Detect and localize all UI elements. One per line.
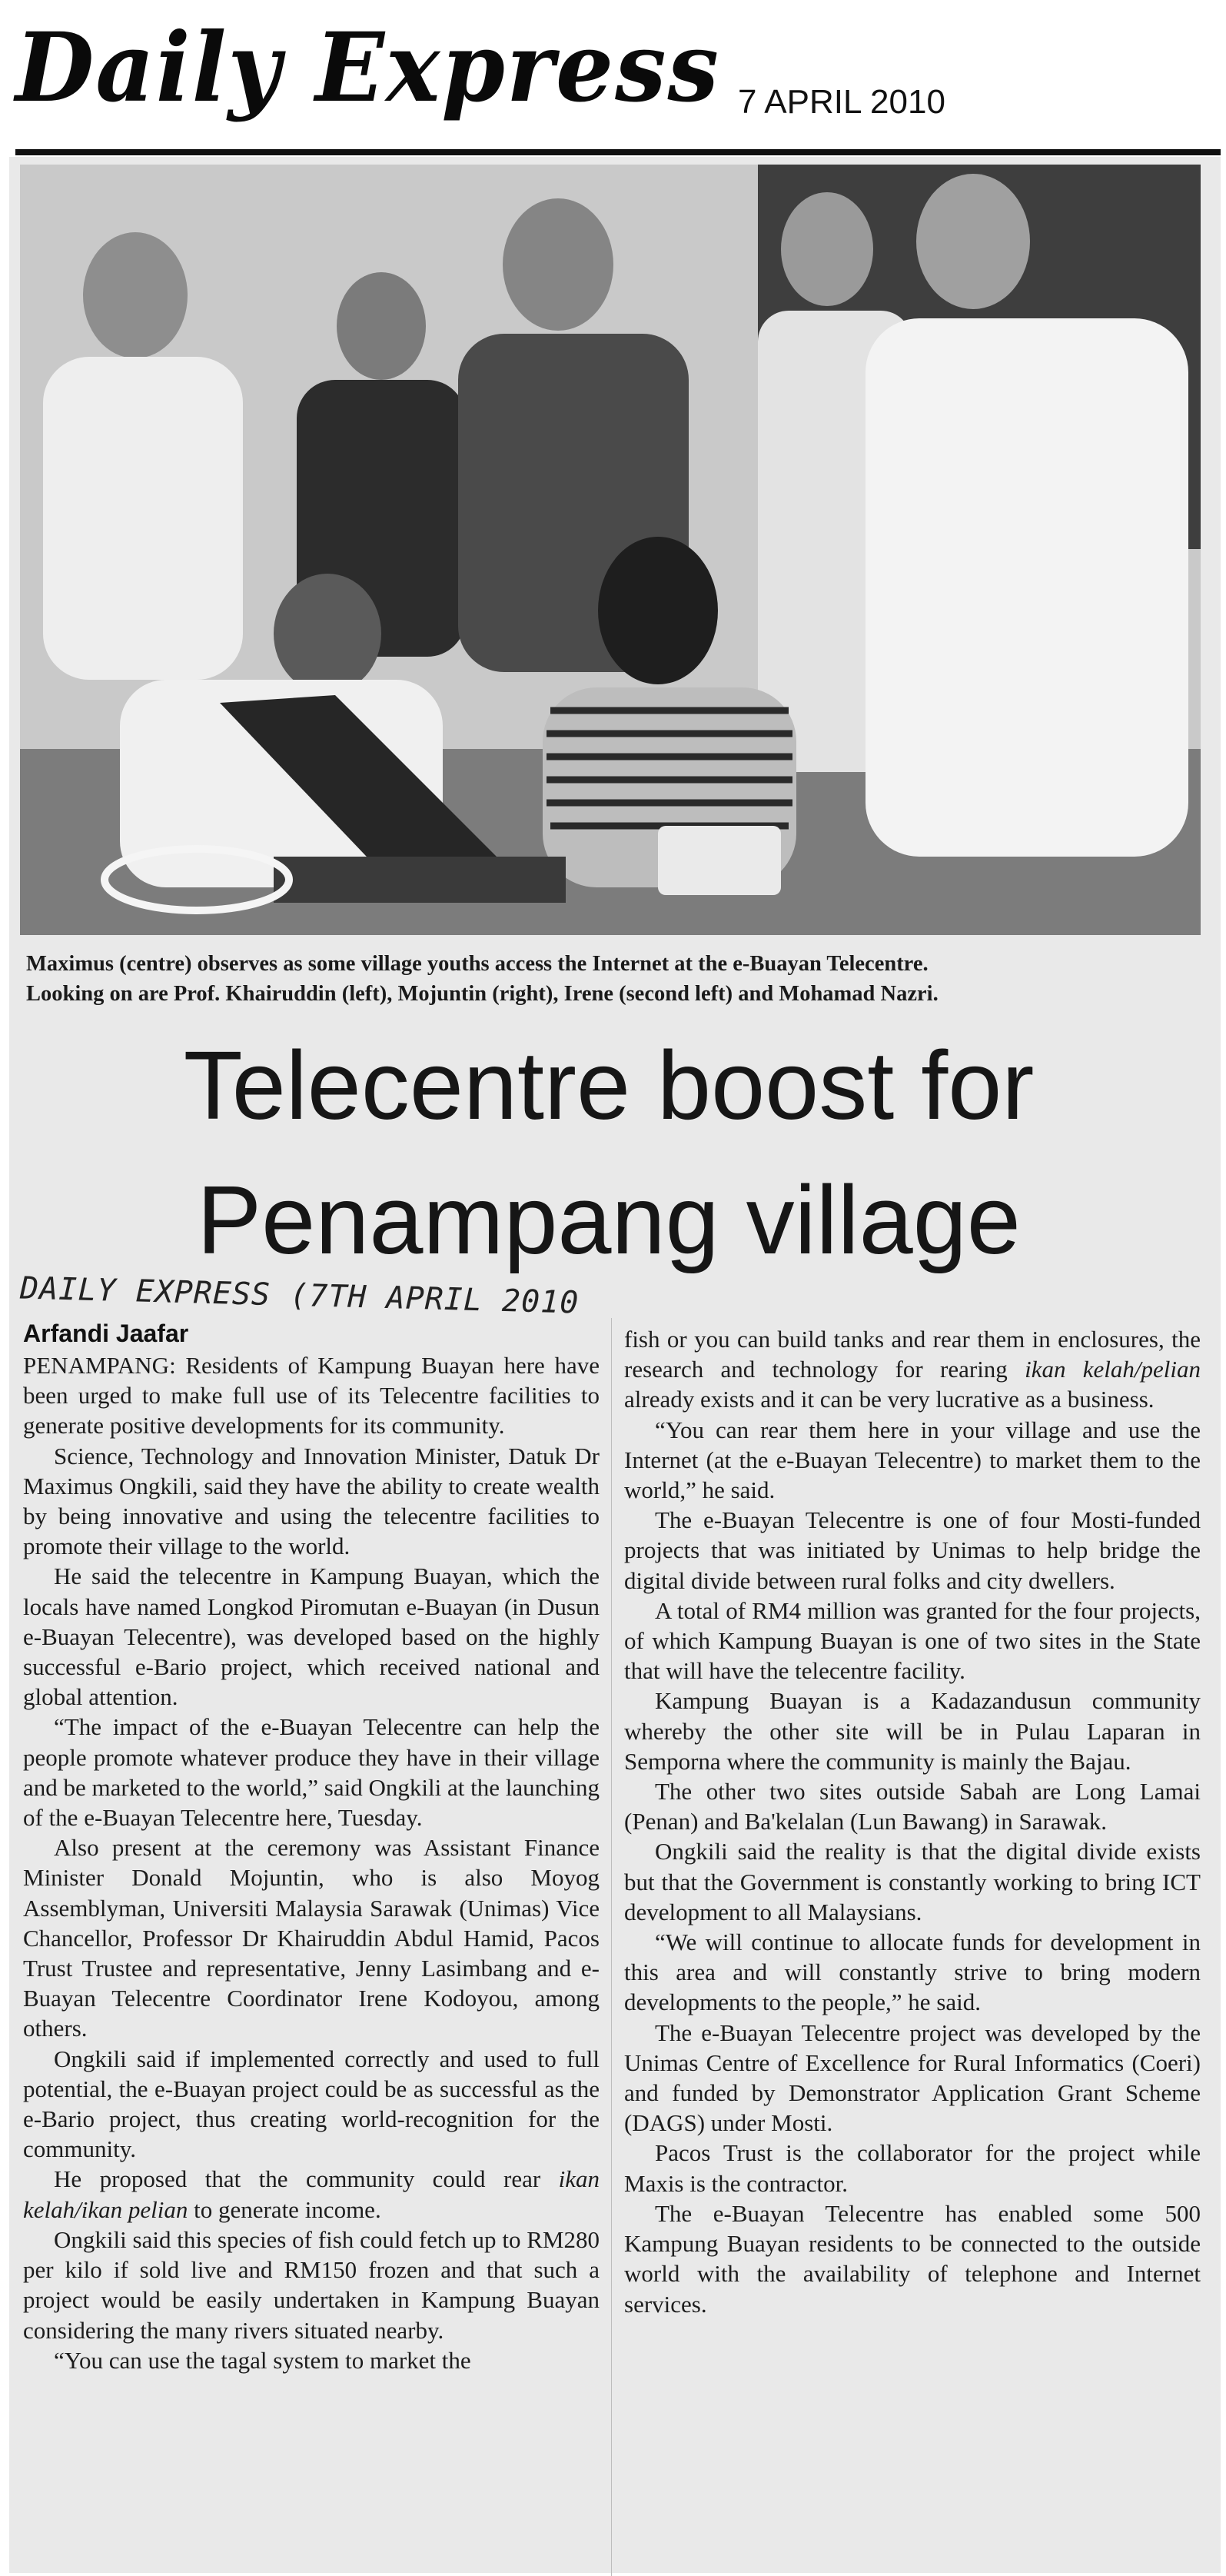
newspaper-clipping bbox=[9, 157, 1221, 2573]
paragraph: Ongkili said if implemented correctly and used to full potential, the e-Buayan project could be as successful as the e-Bario project, thus creating world-recognition for the community. bbox=[23, 2045, 600, 2163]
paragraph: Ongkili said this species of fish could fetch up to RM280 per kilo if sold live and RM150 frozen and that such a project would be easily undertaken in Kampung Buayan considering the many rivers situated nearby. bbox=[23, 2225, 600, 2344]
article-column-right bbox=[624, 1324, 1201, 2319]
paragraph: Science, Technology and Innovation Minister, Datuk Dr Maximus Ongkili, said they have the ability to create wealth by being innovative and using the telecentre facilities to promote their village to the world. bbox=[23, 1442, 600, 1560]
masthead-rule bbox=[15, 149, 1221, 155]
paragraph: “You can use the tagal system to market the bbox=[54, 2346, 471, 2374]
photo-caption bbox=[26, 949, 1202, 1009]
newspaper-title: Daily Express bbox=[15, 11, 720, 124]
paragraph: The e-Buayan Telecentre has enabled some 500 Kampung Buayan residents to be connected to the outside world with the availability of telephone and Internet services. bbox=[624, 2199, 1201, 2318]
paragraph: The e-Buayan Telecentre is one of four Mosti-funded projects that was initiated by Unimas to help bridge the digital divide between rural folks and city dwellers. bbox=[624, 1506, 1201, 1594]
paragraph: “We will continue to allocate funds for development in this area and will constantly strive to bring modern developments to the people,” he said. bbox=[624, 1929, 1201, 2016]
column-divider bbox=[611, 1318, 612, 2576]
paragraph: Ongkili said the reality is that the digital divide exists but that the Government is constantly working to bring ICT development to all Malaysians. bbox=[624, 1838, 1201, 1925]
paragraph: PENAMPANG: Residents of Kampung Buayan here have been urged to make full use of its Telecentre facilities to generate positive developments for its community. bbox=[23, 1352, 600, 1439]
handwritten-annotation: DAILY EXPRESS (7TH APRIL 2010 bbox=[19, 1270, 580, 1321]
publication-date: 7 APRIL 2010 bbox=[738, 83, 945, 121]
dateline: PENAMPANG: bbox=[23, 1352, 186, 1379]
paragraph: “The impact of the e-Buayan Telecentre can help the people promote whatever produce they have in their village and be marketed to the world,” said Ongkili at the launching of the e-Buayan Telecentre here, Tuesday. bbox=[23, 1713, 600, 1832]
headline-line-1: Telecentre boost for bbox=[183, 1031, 1035, 1140]
paragraph: The e-Buayan Telecentre project was developed by the Unimas Centre of Excellence for Rural Informatics (Coeri) and funded by Demonstrator Application Grant Scheme (DAGS) under Mosti. bbox=[624, 2019, 1201, 2137]
caption-line-2: Looking on are Prof. Khairuddin (left), Mojuntin (right), Irene (second left) and Mohamad Nazri. bbox=[26, 982, 939, 1006]
paragraph: He said the telecentre in Kampung Buayan, which the locals have named Longkod Piromutan e-Buayan (in Dusun e-Buayan Telecentre), was developed based on the highly successful e-Bario project, which received national and global attention. bbox=[23, 1563, 600, 1711]
paragraph: The other two sites outside Sabah are Long Lamai (Penan) and Ba'kelalan (Lun Bawang) in Sarawak. bbox=[624, 1778, 1201, 1835]
paragraph: fish or you can build tanks and rear them in enclosures, the research and technology for rearing ikan kelah/pelian already exists and it can be very lucrative as a business. bbox=[624, 1326, 1201, 1413]
article-byline: Arfandi Jaafar bbox=[23, 1320, 189, 1347]
caption-line-1: Maximus (centre) observes as some village youths access the Internet at the e-Buayan Telecentre. bbox=[26, 952, 929, 976]
news-photo bbox=[20, 165, 1201, 935]
photo-illustration bbox=[20, 165, 1201, 935]
headline-line-2: Penampang village bbox=[197, 1166, 1021, 1274]
paragraph: Kampung Buayan is a Kadazandusun community whereby the other site will be in Pulau Laparan in Semporna where the community is mainly the Bajau. bbox=[624, 1687, 1201, 1775]
paragraph: Also present at the ceremony was Assistant Finance Minister Donald Mojuntin, who is also Moyog Assemblyman, Universiti Malaysia Sarawak (Unimas) Vice Chancellor, Professor Dr Khairuddin Abdul Hamid, Pacos Trust Trustee and representative, Jenny Lasimbang and e-Buayan Telecentre Coordinator Irene Kodoyou, among others. bbox=[23, 1834, 600, 2042]
paragraph: A total of RM4 million was granted for the four projects, of which Kampung Buayan is one of two sites in the State that will have the telecentre facility. bbox=[624, 1596, 1201, 1685]
article-headline bbox=[9, 1018, 1208, 1287]
paragraph: Pacos Trust is the collaborator for the project while Maxis is the contractor. bbox=[624, 2139, 1201, 2197]
article-column-left bbox=[23, 1350, 600, 2375]
paragraph: He proposed that the community could rear ikan kelah/ikan pelian to generate income. bbox=[23, 2165, 600, 2223]
masthead bbox=[15, 6, 1214, 145]
paragraph: “You can rear them here in your village and use the Internet (at the e-Buayan Telecentre) to market them to the world,” he said. bbox=[624, 1416, 1201, 1504]
